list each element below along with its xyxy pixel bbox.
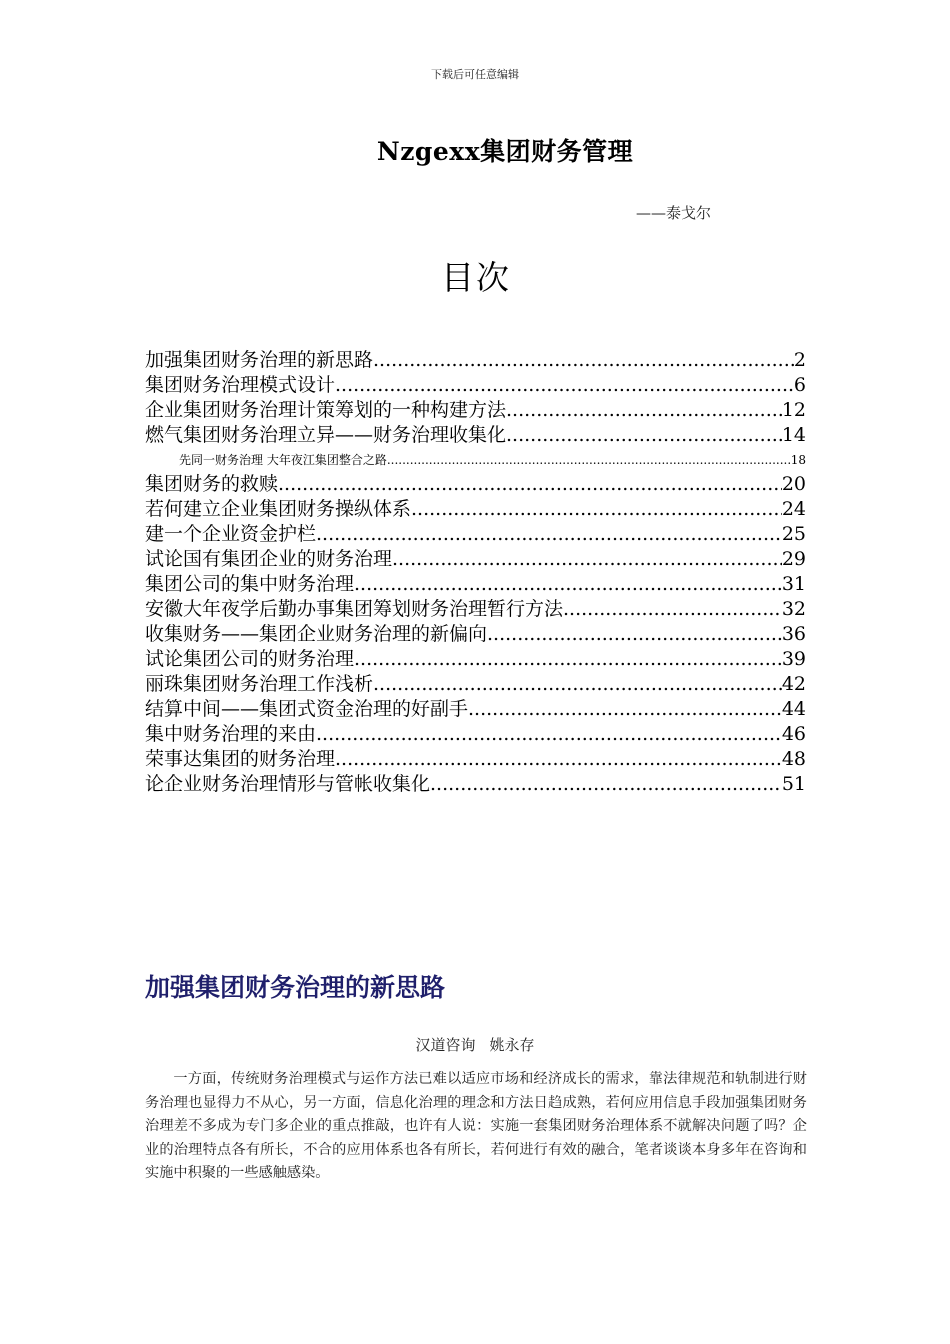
- document-author: ——泰戈尔: [636, 204, 712, 222]
- toc-entry[interactable]: [145, 722, 806, 747]
- toc-entry[interactable]: [145, 647, 806, 672]
- toc-entry-page: 20: [781, 473, 806, 495]
- toc-entry-title: 结算中间——集团式资金治理的好副手: [145, 698, 469, 720]
- toc-entry-page: 24: [781, 498, 806, 520]
- section-author: 姚永存: [489, 1036, 535, 1054]
- toc-entry-title: 若何建立企业集团财务操纵体系: [145, 498, 412, 520]
- toc-entry[interactable]: [145, 398, 806, 423]
- toc-entry[interactable]: [145, 622, 806, 647]
- toc-entry[interactable]: [145, 373, 806, 398]
- toc-entry-page: 36: [781, 623, 806, 645]
- toc-entry-page: 18: [790, 453, 806, 467]
- header-note: 下载后可任意编辑: [431, 68, 519, 81]
- toc-dot-leader: [373, 348, 794, 373]
- toc-entry-page: 25: [781, 523, 806, 545]
- toc-entry-page: 39: [781, 648, 806, 670]
- toc-dot-leader: [411, 497, 782, 522]
- table-of-contents: [145, 348, 806, 797]
- toc-entry[interactable]: [145, 448, 806, 472]
- toc-dot-leader: [468, 697, 782, 722]
- toc-entry-title: 试论国有集团企业的财务治理: [145, 548, 393, 570]
- toc-dot-leader: [506, 423, 782, 448]
- toc-entry-title: 安徽大年夜学后勤办事集团筹划财务治理暂行方法: [145, 598, 564, 620]
- toc-entry-title: 荣事达集团的财务治理: [145, 748, 336, 770]
- toc-entry[interactable]: [145, 423, 806, 448]
- toc-entry-page: 31: [781, 573, 806, 595]
- toc-entry-page: 46: [781, 723, 806, 745]
- toc-entry[interactable]: [145, 672, 806, 697]
- toc-entry-title: 丽珠集团财务治理工作浅析: [145, 673, 374, 695]
- toc-entry-title: 企业集团财务治理计策筹划的一种构建方法: [145, 399, 507, 421]
- toc-entry-title: 集中财务治理的来由: [145, 723, 317, 745]
- toc-entry-title: 先同一财务治理 大年夜江集团整合之路: [179, 453, 387, 467]
- toc-entry-page: 48: [781, 748, 806, 770]
- toc-dot-leader: [316, 522, 782, 547]
- toc-dot-leader: [335, 373, 794, 398]
- toc-entry-page: 44: [781, 698, 806, 720]
- document-title: Nzgexx集团财务管理: [376, 137, 634, 166]
- toc-entry-title: 集团财务治理模式设计: [145, 374, 336, 396]
- toc-entry-page: 51: [781, 773, 806, 795]
- toc-dot-leader: [506, 398, 782, 423]
- toc-entry[interactable]: [145, 572, 806, 597]
- toc-entry[interactable]: [145, 497, 806, 522]
- toc-entry-page: 6: [793, 374, 806, 396]
- toc-dot-leader: [354, 572, 782, 597]
- toc-entry[interactable]: [145, 547, 806, 572]
- section-byline: [0, 1034, 950, 1055]
- toc-entry-page: 12: [781, 399, 806, 421]
- toc-dot-leader: [392, 547, 782, 572]
- toc-entry-title: 建一个企业资金护栏: [145, 523, 317, 545]
- toc-entry-title: 燃气集团财务治理立异——财务治理收集化: [145, 424, 507, 446]
- toc-entry[interactable]: [145, 772, 806, 797]
- toc-dot-leader: [335, 747, 782, 772]
- toc-entry-title: 收集财务——集团企业财务治理的新偏向: [145, 623, 488, 645]
- toc-entry-page: 2: [793, 349, 806, 371]
- section-org: 汉道咨询: [415, 1036, 476, 1054]
- toc-dot-leader: [316, 722, 782, 747]
- toc-entry-title: 集团财务的救赎: [145, 473, 279, 495]
- toc-entry-page: 29: [781, 548, 806, 570]
- toc-dot-leader: [354, 647, 782, 672]
- toc-entry-page: 42: [781, 673, 806, 695]
- body-paragraph: 一方面，传统财务治理模式与运作方法已难以适应市场和经济成长的需求，靠法律规范和轨制进行财务治理也显得力不从心，另一方面，信息化治理的理念和方法日趋成熟，若何应用信息手段加强集团财务治理差不多成为专门多企业的重点推敲，也许有人说：实施一套集团财务治理体系不就解决问题了吗？企业的治理特点各有所长，不合的应用体系也各有所长，若何进行有效的融合，笔者谈谈本身多年在咨询和实施中积聚的一些感触感染。: [145, 1071, 807, 1181]
- toc-dot-leader: [563, 597, 782, 622]
- toc-dot-leader: [487, 622, 782, 647]
- toc-dot-leader: [278, 472, 782, 497]
- toc-entry-title: 试论集团公司的财务治理: [145, 648, 355, 670]
- toc-entry-title: 集团公司的集中财务治理: [145, 573, 355, 595]
- toc-entry[interactable]: [145, 472, 806, 497]
- toc-entry[interactable]: [145, 747, 806, 772]
- toc-entry[interactable]: [145, 348, 806, 373]
- toc-entry-title: 加强集团财务治理的新思路: [145, 349, 374, 371]
- toc-dot-leader: [373, 672, 782, 697]
- toc-entry[interactable]: [145, 697, 806, 722]
- toc-entry-title: 论企业财务治理情形与管帐收集化: [145, 773, 431, 795]
- toc-entry-page: 14: [781, 424, 806, 446]
- toc-dot-leader: [387, 448, 791, 472]
- toc-dot-leader: [430, 772, 782, 797]
- section-title: 加强集团财务治理的新思路: [145, 973, 446, 1002]
- toc-heading: 目次: [441, 258, 511, 297]
- toc-entry[interactable]: [145, 522, 806, 547]
- toc-entry[interactable]: [145, 597, 806, 622]
- toc-entry-page: 32: [781, 598, 806, 620]
